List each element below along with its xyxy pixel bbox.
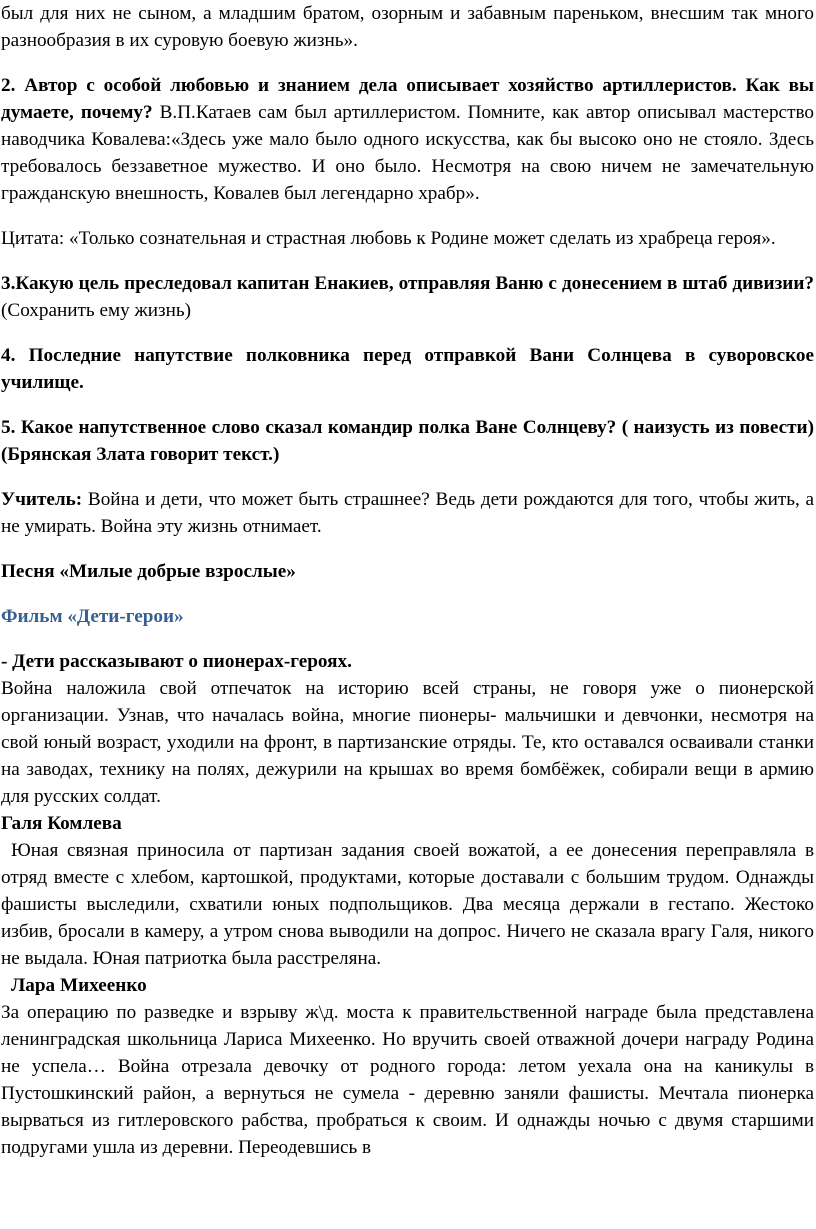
galya-paragraph: Юная связная приносила от партизан задания своей вожатой, а ее донесения переправляла в отряд вместе с хлебом, картошкой, продуктами, которые доставали с большим трудом. Однажды фашисты выследили, схватили юных подпольщиков. Два месяца держали в гестапо. Жестоко избив, бросали в камеру, а утром снова выводили на допрос. Ничего не сказала врагу Галя, никого не выдала. Юная патриотка была расстреляна. — [1, 840, 814, 969]
quote-paragraph: Цитата: «Только сознательная и страстная любовь к Родине может сделать из храбреца героя». — [1, 228, 776, 249]
teacher-paragraph — [1, 486, 814, 540]
question-3-answer: (Сохранить ему жизнь) — [1, 300, 192, 321]
question-4 — [1, 342, 814, 396]
question-2-answer: В.П.Катаев сам был артиллеристом. Помните, как автор описывал мастерство наводчика Ковалева:«Здесь уже мало было одного искусства, как бы высоко оно не стояло. Здесь требовалось беззаветное мужество. И оно было. Несмотря на свою ничем не замечательную гражданскую внешность, Ковалев был легендарно храбр». — [1, 102, 814, 204]
question-2 — [1, 72, 814, 207]
question-3 — [1, 270, 814, 324]
question-5 — [1, 414, 814, 468]
teacher-text: Война и дети, что может быть страшнее? Ведь дети рождаются для того, чтобы жить, а не умирать. Война эту жизнь отнимает. — [1, 489, 814, 537]
pioneers-heading — [1, 648, 814, 675]
lara-heading — [1, 972, 814, 999]
song-title-text: Песня «Милые добрые взрослые» — [1, 561, 296, 582]
lara-name: Лара Михеенко — [11, 975, 147, 996]
galya-heading — [1, 810, 814, 837]
song-title — [1, 558, 814, 585]
intro-paragraph: был для них не сыном, а младшим братом, озорным и забавным пареньком, внесшим так много разнообразия в их суровую боевую жизнь». — [1, 3, 814, 51]
question-2-text: 2. Автор с особой любовью и знанием дела описывает хозяйство артиллеристов. Как вы думаете, почему? — [1, 75, 814, 123]
question-5-text: 5. Какое напутственное слово сказал командир полка Ване Солнцеву? ( наизусть из повести)(Брянская Злата говорит текст.) — [1, 417, 814, 465]
question-3-text: 3.Какую цель преследовал капитан Енакиев, отправляя Ваню с донесением в штаб дивизии? — [1, 273, 814, 294]
galya-name: Галя Комлева — [1, 813, 122, 834]
pioneers-paragraph: Война наложила свой отпечаток на историю всей страны, не говоря уже о пионерской организации. Узнав, что началась война, многие пионеры- мальчишки и девчонки, несмотря на свой юный возраст, уходили на фронт, в партизанские отряды. Те, кто оставался осваивали станки на заводах, технику на полях, дежурили на крышах во время бомбёжек, собирали вещи в армию для русских солдат. — [1, 678, 814, 807]
pioneers-heading-text: - Дети рассказывают о пионерах-героях. — [1, 651, 352, 672]
lara-paragraph: За операцию по разведке и взрыву ж\д. моста к правительственной награде была представлена ленинградская школьница Лариса Михеенко. Но вручить своей отважной дочери награду Родина не успела… Война отрезала девочку от родного города: летом уехала она на каникулы в Пустошкинский район, а вернуться не сумела - деревню заняли фашисты. Мечтала пионерка вырваться из гитлеровского рабства, пробраться к своим. И однажды ночью с двумя старшими подругами ушла из деревни. Переодевшись в — [1, 1002, 814, 1158]
film-title: Фильм «Дети-герои» — [1, 606, 184, 627]
teacher-label: Учитель: — [1, 489, 83, 510]
question-4-text: 4. Последние напутствие полковника перед отправкой Вани Солнцева в суворовское училище. — [1, 345, 814, 393]
